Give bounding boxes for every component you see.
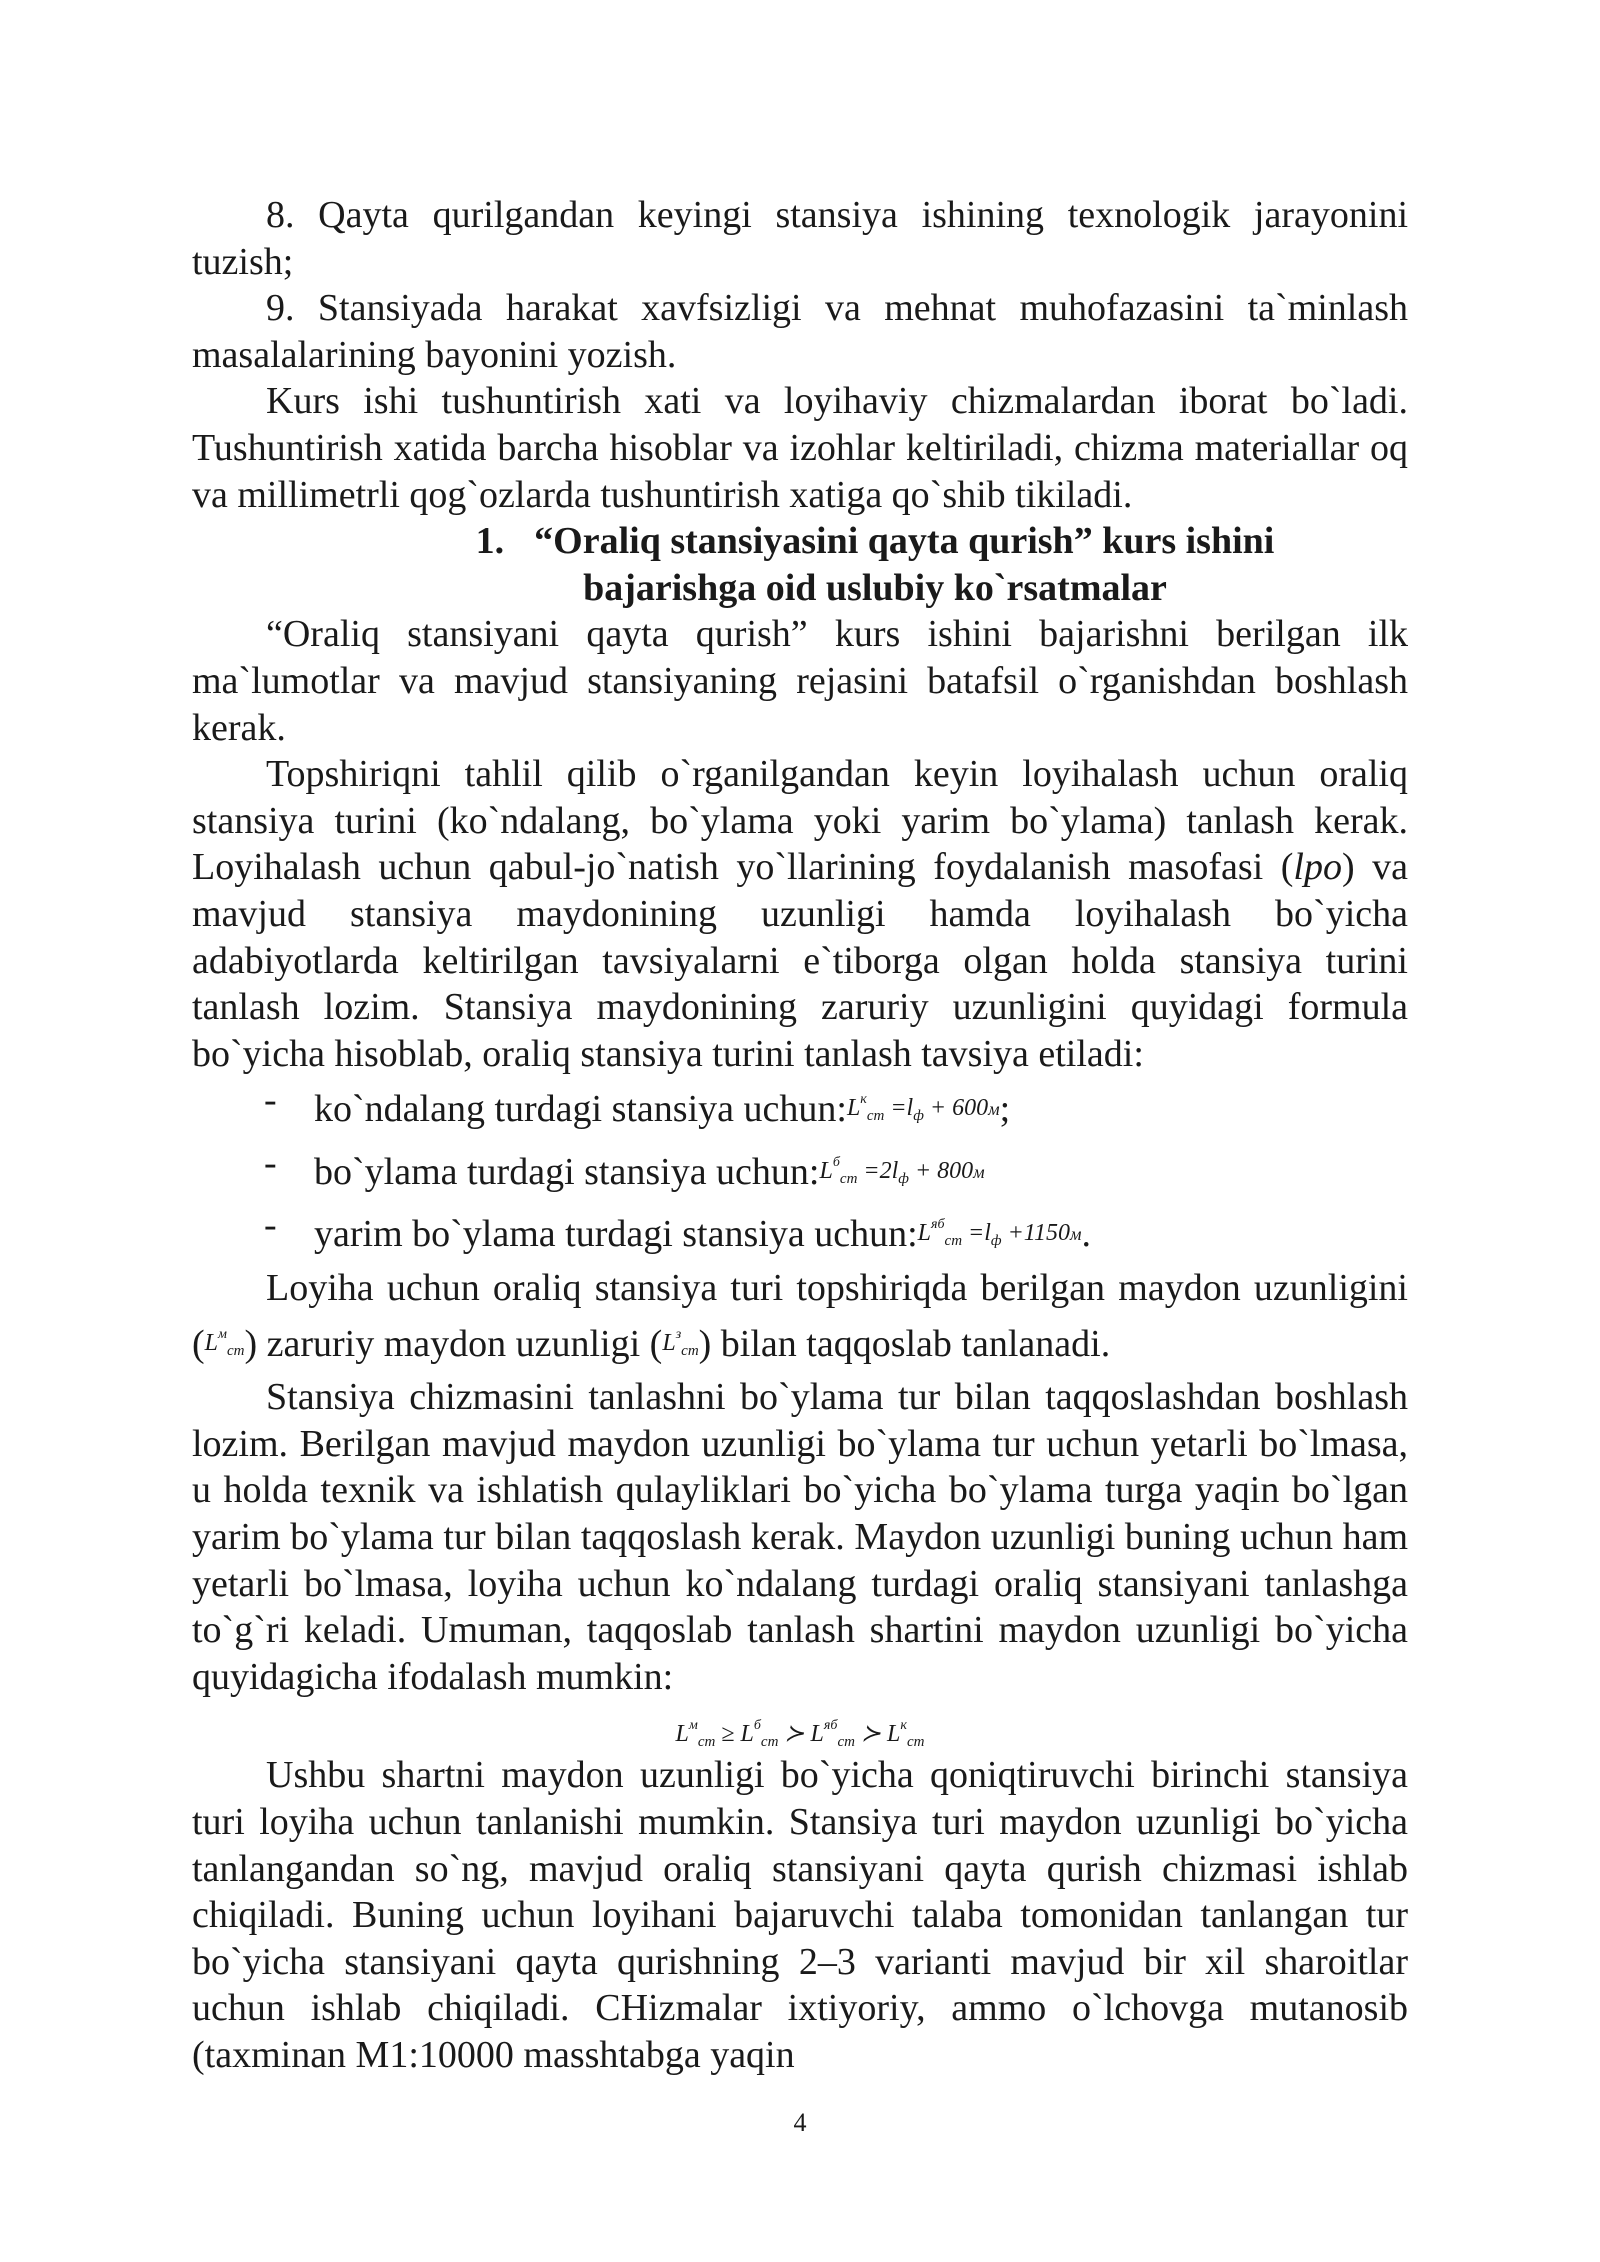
paragraph-item-9: 9. Stansiyada harakat xavfsizligi va mehnat muhofazasini ta`minlash masalalarining bayonini yozish. [192,287,1408,376]
formula-list-item [192,1202,1408,1265]
list-item-text: yarim bo`ylama turdagi stansiya uchun: [314,1213,918,1256]
list-item-text: ko`ndalang turdagi stansiya uchun: [314,1088,847,1131]
paragraph-chizma: Stansiya chizmasini tanlashni bo`ylama tur bilan taqqoslashdan boshlash lozim. Berilgan mavjud maydon uzunligi bo`ylama tur uchun yetarli bo`lmasa, u holda texnik va ishlatish qulayliklari bo`yicha bo`ylama turga yaqin bo`lgan yarim bo`ylama tur bilan taqqoslash kerak. Maydon uzunligi buning uchun ham yetarli bo`lmasa, loyiha uchun ko`ndalang turdagi oraliq stansiyani tanlashga to`g`ri keladi. Umuman, taqqoslab tanlash shartini maydon uzunligi bo`yicha quyidagicha ifodalash mumkin: [192,1376,1408,1698]
list-item-formula: $L^б_{ст} =2l_ф + 800м$ [819,1154,985,1187]
formula-list-item [192,1077,1408,1140]
list-item-text: bo`ylama turdagi stansiya uchun: [314,1150,820,1193]
paragraph-kurs-ishi: Kurs ishi tushuntirish xati va loyihaviy chizmalardan iborat bo`ladi. Tushuntirish xatida barcha hisoblar va izohlar keltiriladi, chizma materiallar oq va millimetrli qog`ozlarda tushuntirish xatiga qo`shib tikiladi. [192,380,1408,516]
paragraph-ushbu: Ushbu shartni maydon uzunligi bo`yicha qoniqtiruvchi birinchi stansiya turi loyiha uchun tanlanishi mumkin. Stansiya turi maydon uzunligi bo`yicha tanlangandan so`ng, mavjud oraliq stansiyani qayta qurish chizmasi ishlab chiqiladi. Buning uchun loyihani bajaruvchi talaba tomonidan tanlangan tur bo`yicha stansiyani qayta qurishning 2–3 varianti mavjud bir xil sharoitlar uchun ishlab chiqiladi. CHizmalar ixtiyoriy, ammo o`lchovga mutanosib (taxminan M1:10000 masshtabga yaqin [192,1754,1408,2076]
heading-number: 1. [475,520,505,563]
list-dash: - [264,1204,277,1247]
page-number: 4 [793,2108,807,2137]
topshiriq-text-a: Topshiriqni tahlil qilib o`rganilgandan keyin loyihalash uchun oraliq stansiya turini (ko`ndalang, bo`ylama yoki yarim bo`ylama) tanlash kerak. Loyihalash uchun qabul-jo`natish yo`llarining foydalanish masofasi ( [192,753,1408,889]
formula-list-item [192,1140,1408,1203]
paragraph-topshiriq [192,751,1408,1077]
list-dash: - [264,1079,277,1122]
formula-L-m: $L^м_{ст}$ [204,1326,245,1359]
list-item-formula: $L^{яб}_{ст} =l_ф +1150м$ [917,1217,1082,1250]
topshiriq-text-b: ) va mavjud stansiya maydonining uzunligi hamda loyihalash bo`yicha adabiyotlarda keltirilgan tavsiyalarni e`tiborga olgan holda stansiya turini tanlash lozim. Stansiya maydonining zaruriy uzunligini quyidagi formula bo`yicha hisoblab, oraliq stansiya turini tanlash tavsiya etiladi: [192,846,1409,1075]
formula-list [192,1077,1408,1265]
section-heading [192,518,1408,611]
inequality-formula: $L^м_{ст} \ge L^б_{ст}$ ≻ $L^{яб}_{ст}$ ≻ $L^к_{ст}$ [675,1718,925,1751]
list-item-end: . [1081,1213,1091,1256]
loyiha-text-c: ) bilan taqqoslab tanlanadi. [698,1322,1111,1365]
loyiha-text-b: ) zaruriy maydon uzunligi ( [244,1322,663,1365]
paragraph-oraliq: “Oraliq stansiyani qayta qurish” kurs ishini bajarishni berilgan ilk ma`lumotlar va mavjud stansiyaning rejasini batafsil o`rganishdan boshlash kerak. [192,613,1408,749]
paragraph-loyiha [192,1265,1408,1374]
heading-line-2: bajarishga oid uslubiy ko`rsatmalar [583,566,1167,609]
list-dash: - [264,1141,277,1184]
list-item-formula: $L^к_{ст} =l_ф + 600м$ [846,1092,1000,1125]
paragraph-item-8: 8. Qayta qurilgandan keyingi stansiya ishining texnologik jarayonini tuzish; [192,194,1408,283]
formula-L-z: $L^з_{ст}$ [662,1326,699,1359]
topshiriq-lpo: lpo [1293,846,1342,889]
page-body [192,192,1408,2079]
heading-line-1: “Oraliq stansiyasini qayta qurish” kurs ishini [534,520,1275,563]
list-item-end: ; [999,1088,1011,1131]
loyiha-text-a: Loyiha uchun oraliq stansiya turi topshiriqda berilgan maydon uzunligini ( [192,1267,1408,1365]
